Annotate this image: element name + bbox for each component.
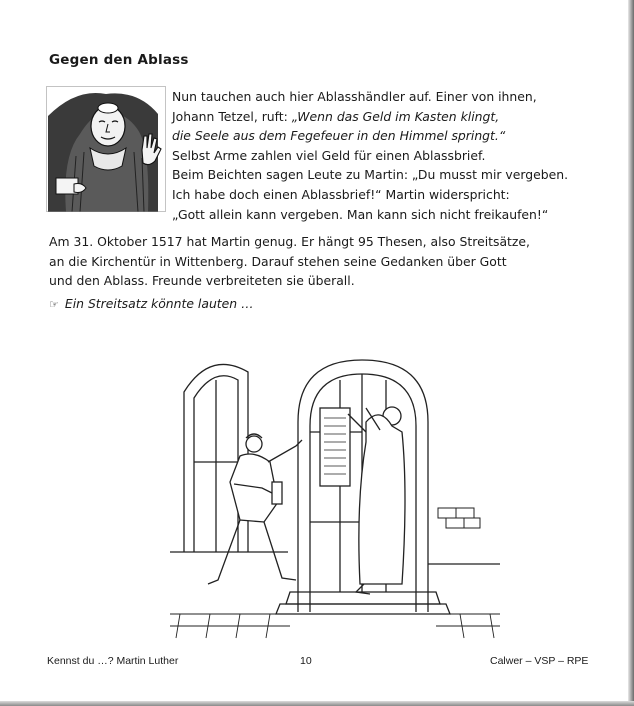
intro-line: Nun tauchen auch hier Ablasshändler auf. Einer von ihnen,: [172, 89, 537, 104]
body-line: und den Ablass. Freunde verbreiteten sie überall.: [49, 273, 355, 289]
tetzel-quote: „Wenn das Geld im Kasten klingt,: [291, 108, 500, 124]
intro-line: Beim Beichten sagen Leute zu Martin: „Du musst mir vergeben.: [172, 167, 569, 183]
page-number: 10: [300, 655, 312, 667]
page-edge-right: [628, 0, 634, 706]
intro-line: Ich habe doch einen Ablassbrief!“ Martin widerspricht:: [172, 186, 510, 202]
tetzel-quote: die Seele aus dem Fegefeuer in den Himmel springt.“: [172, 128, 506, 144]
intro-line: „Gott allein kann vergeben. Man kann sich nicht freikaufen!“: [172, 206, 549, 222]
footer-publisher: Calwer – VSP – RPE: [490, 655, 589, 667]
prompt-text: Ein Streitsatz könnte lauten …: [64, 296, 254, 311]
writing-prompt: [49, 296, 253, 311]
footer-book-title: Kennst du …? Martin Luther: [47, 655, 179, 667]
page-edge-bottom: [0, 701, 634, 706]
intro-line: Selbst Arme zahlen viel Geld für einen Ablassbrief.: [172, 147, 486, 163]
body-line: Am 31. Oktober 1517 hat Martin genug. Er hängt 95 Thesen, also Streitsätze,: [49, 234, 530, 249]
tetzel-portrait: [46, 86, 166, 212]
body-paragraph: [49, 232, 589, 291]
pointing-hand-icon: ☞: [49, 298, 59, 311]
intro-line: [172, 107, 592, 127]
theses-door-illustration: [170, 352, 500, 642]
body-line: an die Kirchentür in Wittenberg. Darauf stehen seine Gedanken über Gott: [49, 253, 507, 269]
intro-paragraph: [172, 87, 592, 224]
intro-text: Johann Tetzel, ruft:: [172, 108, 292, 124]
section-heading: Gegen den Ablass: [49, 52, 189, 68]
